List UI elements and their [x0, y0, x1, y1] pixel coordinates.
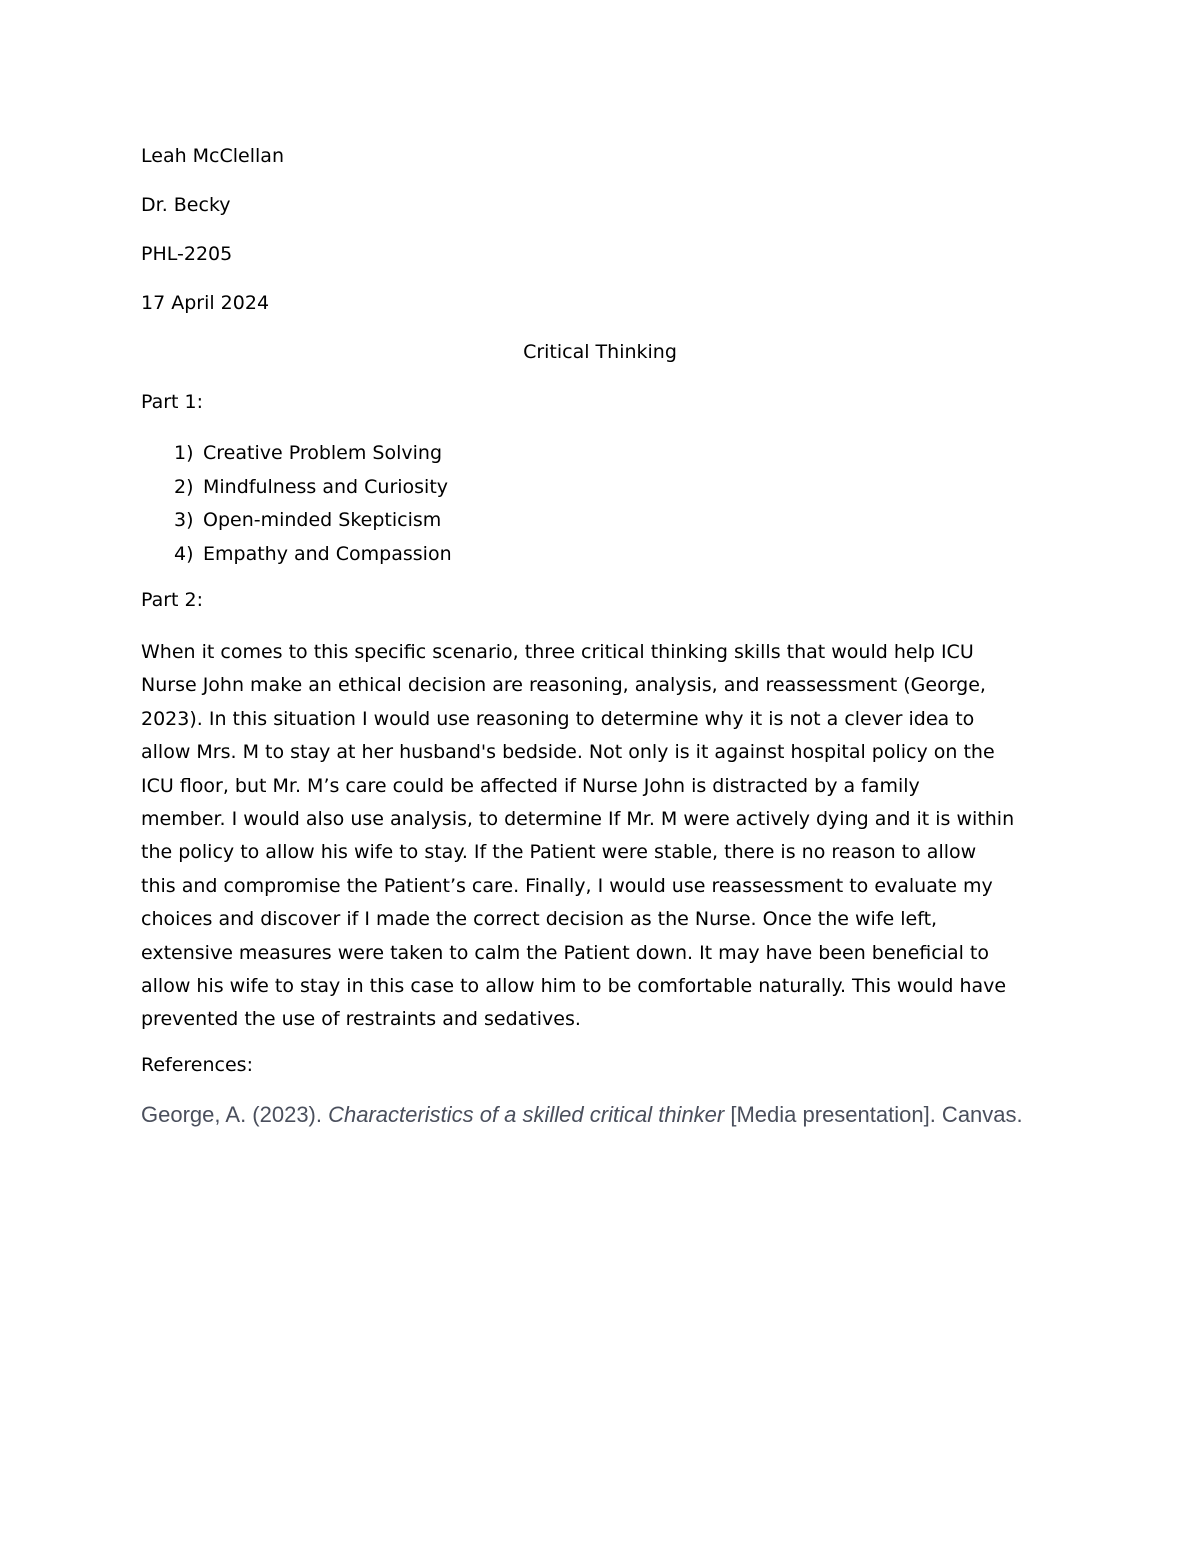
reference-title: Characteristics of a skilled critical thinker [328, 1102, 725, 1127]
list-item-number: 2) [174, 475, 194, 498]
paragraph-line: extensive measures were taken to calm the Patient down. It may have been beneficial to [141, 941, 989, 964]
list-item-text: Empathy and Compassion [203, 542, 452, 565]
paragraph-line: ICU floor, but Mr. M’s care could be affected if Nurse John is distracted by a family [141, 774, 920, 797]
course-code: PHL-2205 [141, 243, 233, 265]
list-item-text: Creative Problem Solving [203, 442, 443, 464]
paragraph-line: Nurse John make an ethical decision are reasoning, analysis, and reassessment (George, [141, 674, 986, 697]
list-item-text: Mindfulness and Curiosity [203, 475, 449, 498]
part1-label: Part 1: [141, 391, 204, 413]
part2-label: Part 2: [141, 589, 204, 611]
list-item [141, 471, 452, 505]
list-item-number: 4) [174, 542, 194, 565]
paragraph-line: 2023). In this situation I would use reasoning to determine why it is not a clever idea to [141, 707, 975, 730]
paragraph-line: When it comes to this specific scenario, three critical thinking skills that would help ICU [141, 641, 974, 663]
instructor-name: Dr. Becky [141, 194, 231, 216]
paragraph-line: allow his wife to stay in this case to allow him to be comfortable naturally. This would have [141, 975, 1007, 998]
list-item [141, 437, 452, 471]
list-item-number: 1) [174, 442, 194, 464]
reference-prefix: George, A. (2023). [141, 1102, 329, 1127]
part2-paragraph [141, 636, 1071, 1037]
part1-list [141, 437, 452, 571]
paragraph-line: the policy to allow his wife to stay. If the Patient were stable, there is no reason to allow [141, 841, 977, 864]
document-date: 17 April 2024 [141, 292, 270, 314]
author-name: Leah McClellan [141, 145, 284, 167]
list-item [141, 504, 452, 538]
document-title: Critical Thinking [523, 341, 677, 363]
paragraph-line: member. I would also use analysis, to determine If Mr. M were actively dying and it is within [141, 808, 1015, 831]
paragraph-line: prevented the use of restraints and sedatives. [141, 1008, 581, 1031]
list-item-number: 3) [174, 509, 194, 531]
reference-suffix: [Media presentation]. Canvas. [724, 1102, 1023, 1127]
paragraph-line: choices and discover if I made the correct decision as the Nurse. Once the wife left, [141, 908, 938, 931]
paragraph-line: allow Mrs. M to stay at her husband's bedside. Not only is it against hospital policy on the [141, 741, 995, 764]
reference-entry [141, 1100, 1023, 1130]
paragraph-line: this and compromise the Patient’s care. Finally, I would use reassessment to evaluate my [141, 874, 993, 897]
list-item-text: Open-minded Skepticism [203, 509, 442, 531]
references-label: References: [141, 1054, 253, 1076]
list-item [141, 538, 452, 572]
